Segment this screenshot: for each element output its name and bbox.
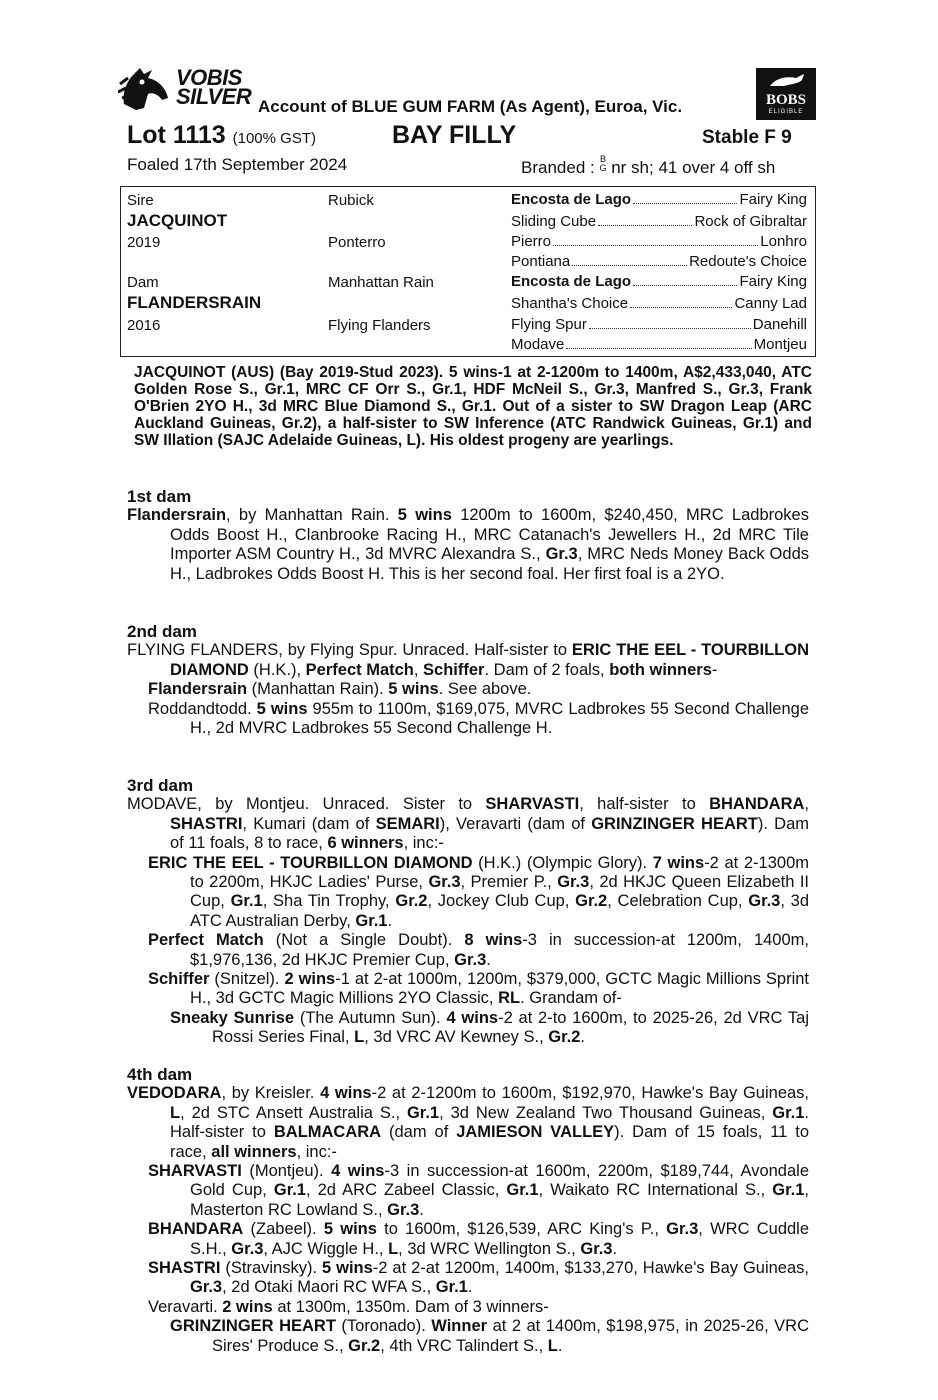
sire-sire: Rubick xyxy=(328,192,374,209)
section-heading: 2nd dam xyxy=(127,622,197,641)
foal-entry xyxy=(127,931,809,970)
horse-emblem-icon xyxy=(756,68,816,92)
f-t: BALMACARA xyxy=(273,1123,382,1142)
f-t: 4 wins xyxy=(331,1162,385,1181)
dam1-t5: , MRC Neds Money Back Odds H., Ladbrokes Odds Boost H. This is her second foal. Her first foal is a 2YO. xyxy=(170,545,809,583)
f-t: , by Kreisler. xyxy=(221,1084,321,1103)
gen3-name: Encosta de Lago xyxy=(511,191,632,208)
f-t: . xyxy=(387,911,393,930)
f-t: (Stravinsky). xyxy=(220,1259,322,1278)
f-t: Gr.3 xyxy=(580,1239,613,1258)
f-t: ERIC THE EEL - TOURBILLON DIAMOND xyxy=(148,853,473,872)
gen3-sire: Canny Lad xyxy=(734,295,807,312)
dam-sire: Manhattan Rain xyxy=(328,274,434,291)
gen3-sire: Montjeu xyxy=(753,336,807,353)
dam2-t3: Perfect Match xyxy=(305,660,414,679)
second-dam-section xyxy=(127,622,809,738)
dam-paragraph xyxy=(127,1084,809,1162)
f-t: Gr.1 xyxy=(355,911,388,930)
dam-year: 2016 xyxy=(127,317,161,334)
brand-description xyxy=(521,155,775,178)
f-t: , Premier P., xyxy=(460,873,558,892)
foal-entry xyxy=(127,970,809,1009)
gen3-sire: Rock of Gibraltar xyxy=(694,213,807,230)
f-t: 6 winners xyxy=(327,834,404,853)
dam-paragraph xyxy=(127,795,809,853)
dam1-t4: Gr.3 xyxy=(545,545,578,564)
sire-year: 2019 xyxy=(127,234,161,251)
f-t: Roddandtodd. xyxy=(148,699,257,718)
gen3-name: Modave xyxy=(511,336,565,353)
f-t: . Grandam of- xyxy=(520,989,622,1008)
gst-note: (100% GST) xyxy=(232,130,316,147)
foal-entry xyxy=(127,680,809,699)
f-t: Gr.2 xyxy=(575,892,608,911)
f-t: 955m to 1100m, $169,075, MVRC Ladbrokes 55 Second Challenge H., 2d MVRC Ladbrokes 55 Second Challenge H. xyxy=(190,699,810,738)
dam2-t5: Schiffer xyxy=(423,660,485,679)
f-t: Gr.3 xyxy=(428,873,461,892)
f-t: , 2d Otaki Maori RC WFA S., xyxy=(222,1278,436,1297)
f-t: 4 wins xyxy=(446,1008,499,1027)
section-heading: 1st dam xyxy=(127,487,192,506)
dam2-t7: both winners xyxy=(609,660,712,679)
f-t: 2 wins xyxy=(222,1297,273,1316)
f-t: Gr.1 xyxy=(230,892,263,911)
gen3-sire: Danehill xyxy=(752,316,807,333)
dam-name: FLANDERSRAIN xyxy=(127,293,262,312)
pedigree-gen3-row xyxy=(511,273,807,290)
brand-bottom: G xyxy=(599,163,607,173)
f-t: RL xyxy=(498,989,521,1008)
f-t: 8 wins xyxy=(464,931,523,950)
dam-label: Dam xyxy=(127,274,159,291)
gen3-name: Pontiana xyxy=(511,253,571,270)
f-t: , Kumari (dam of xyxy=(242,814,376,833)
f-t: (Not a Single Doubt). xyxy=(263,931,465,950)
f-t: Gr.1 xyxy=(435,1278,468,1297)
f-t: Perfect Match xyxy=(148,931,264,950)
section-heading: 3rd dam xyxy=(127,776,194,795)
f-t: (Snitzel). xyxy=(209,970,285,989)
dam-paragraph xyxy=(127,641,809,680)
foal-entry xyxy=(127,1259,809,1298)
pedigree-table xyxy=(120,186,816,357)
f-t: ). Dam of 15 foals, 11 to race, xyxy=(170,1123,810,1161)
f-t: . xyxy=(580,1028,585,1047)
sex-colour: BAY FILLY xyxy=(392,121,517,149)
bobs-label: BOBS xyxy=(765,92,807,108)
f-t: , Sha Tin Trophy, xyxy=(262,892,396,911)
gen3-name: Encosta de Lago xyxy=(511,273,632,290)
f-t: . Half-sister to xyxy=(170,1103,809,1142)
f-t: -1 at 2-at 1000m, 1200m, $379,000, GCTC Magic Millions Sprint H., 3d GCTC Magic Millions 2YO Classic, xyxy=(190,970,809,1008)
dam2-t6: . Dam of 2 foals, xyxy=(484,660,610,679)
f-t: , 2d HKJC Queen Elizabeth II Cup, xyxy=(190,873,810,911)
f-t: , 3d ATC Australian Derby, xyxy=(190,892,810,930)
pedigree-gen3-row xyxy=(511,336,807,353)
f-t: , inc:- xyxy=(296,1142,337,1161)
f-t: -2 at 2-1300m to 2200m, HKJC Ladies' Purse, xyxy=(190,853,809,892)
foal-entry xyxy=(127,1298,809,1317)
foal-entry xyxy=(127,1220,809,1259)
f-t: Sneaky Sunrise xyxy=(170,1008,295,1027)
f-t: . xyxy=(557,1336,563,1355)
gen3-sire: Fairy King xyxy=(739,273,807,290)
f-t: 2 wins xyxy=(284,970,336,989)
f-t: , Celebration Cup, xyxy=(607,892,749,911)
f-t: . xyxy=(486,950,491,969)
f-t: -2 at 2-1200m to 1600m, $192,970, Hawke's Bay Guineas, xyxy=(371,1084,810,1103)
f-t: . xyxy=(612,1239,618,1258)
f-t: SHARVASTI xyxy=(148,1162,242,1181)
f-t: (Montjeu). xyxy=(241,1162,332,1181)
lot-label: Lot 1113 xyxy=(127,121,226,149)
f-t: Veravarti. xyxy=(148,1297,223,1316)
f-t: Schiffer xyxy=(148,970,210,989)
f-t: . xyxy=(467,1278,473,1297)
f-t: Gr.3 xyxy=(748,892,781,911)
f-t: , AJC Wiggle H., xyxy=(263,1239,389,1258)
f-t: JAMIESON VALLEY xyxy=(456,1123,615,1142)
f-t: L xyxy=(547,1336,558,1355)
stable-location: Stable F 9 xyxy=(702,127,792,148)
f-t: at 1300m, 1350m. Dam of 3 winners- xyxy=(272,1297,549,1316)
f-t: all winners xyxy=(211,1142,297,1161)
pedigree-gen3-row xyxy=(511,213,807,230)
foal-entry xyxy=(127,854,809,932)
f-t: L xyxy=(354,1028,365,1047)
f-t: , 3d VRC AV Kewney S., xyxy=(364,1028,549,1047)
bobs-sub: ELIGIBLE xyxy=(768,109,804,115)
f-t: Gr.3 xyxy=(387,1200,420,1219)
brand-mark xyxy=(599,155,606,173)
pedigree-gen3-row xyxy=(511,316,807,333)
dam2-t2: (H.K.), xyxy=(248,660,306,679)
f-t: Gr.1 xyxy=(506,1181,539,1200)
f-t: , Jockey Club Cup, xyxy=(427,892,576,911)
f-t: Gr.3 xyxy=(557,873,590,892)
f-t: 5 wins xyxy=(388,680,439,699)
f-t: (dam of xyxy=(381,1123,457,1142)
gen3-name: Shantha's Choice xyxy=(511,295,629,312)
f-t: Gr.1 xyxy=(772,1181,805,1200)
sire-summary: JACQUINOT (AUS) (Bay 2019-Stud 2023). 5 wins-1 at 2-1200m to 1400m, A$2,433,040, ATC Golden Rose S., Gr.1, MRC CF Orr S., Gr.1, HDF McNeil S., Gr.3, Manfred S., Gr.3, Frank O'Brien 2YO H., 3d MRC Blue Diamond S., Gr.1. Out of a sister to SW Dragon Leap (ARC Auckland Guineas, Gr.2), a half-sister to SW Inference (ATC Randwick Guineas, Gr.1) and SW Illation (SAJC Adelaide Guineas, L). His oldest progeny are yearlings. xyxy=(134,364,812,449)
f-t: , 2d ARC Zabeel Classic, xyxy=(305,1181,507,1200)
f-t: -2 at 2-at 1200m, 1400m, $133,270, Hawke's Bay Guineas, xyxy=(372,1259,809,1278)
f-t: ), Veravarti (dam of xyxy=(439,814,592,833)
logo-line1: VOBIS xyxy=(176,65,242,90)
f-t: L xyxy=(388,1239,399,1258)
logo-line2: SILVER xyxy=(176,84,252,109)
dam2-t0: FLYING FLANDERS, by Flying Spur. Unraced. Half-sister to xyxy=(127,641,572,660)
gen3-name: Sliding Cube xyxy=(511,213,597,230)
dam1-t2: 5 wins xyxy=(397,506,452,525)
dam2-t8: - xyxy=(711,660,718,679)
f-t: Winner xyxy=(431,1317,488,1336)
dam-dam: Flying Flanders xyxy=(328,317,431,334)
f-t: , 4th VRC Talindert S., xyxy=(380,1336,548,1355)
f-t: at 2 at 1400m, $198,975, in 2025-26, VRC Sires' Produce S., xyxy=(212,1317,810,1355)
gen3-sire: Lonhro xyxy=(760,233,807,250)
dam1-t1: , by Manhattan Rain. xyxy=(226,506,398,525)
f-t: 5 wins xyxy=(322,1259,373,1278)
vendor-account: Account of BLUE GUM FARM (As Agent), Euroa, Vic. xyxy=(258,97,683,116)
f-t: to 1600m, $126,539, ARC King's P., xyxy=(376,1220,667,1239)
f-t: (Zabeel). xyxy=(243,1220,324,1239)
third-dam-section xyxy=(127,776,809,1048)
f-t: Gr.1 xyxy=(406,1103,440,1122)
f-t: -3 in succession-at 1600m, 2200m, $189,744, Avondale Gold Cup, xyxy=(190,1162,809,1200)
f-t: MODAVE, by Montjeu. Unraced. Sister to xyxy=(127,795,486,814)
foaled-date: Foaled 17th September 2024 xyxy=(127,155,348,174)
foal-entry xyxy=(127,700,809,739)
lot-number xyxy=(127,121,316,150)
horse-head-icon xyxy=(118,64,174,116)
f-t: Gr.2 xyxy=(395,892,428,911)
pedigree-gen3-row xyxy=(511,295,807,312)
f-t: , 3d New Zealand Two Thousand Guineas, xyxy=(439,1103,773,1122)
f-t: (The Autumn Sun). xyxy=(294,1008,447,1027)
branded-prefix: Branded : xyxy=(521,158,595,177)
f-t: Gr.1 xyxy=(273,1181,306,1200)
vobis-silver-logo xyxy=(118,64,258,116)
f-t: Gr.1 xyxy=(772,1103,805,1122)
f-t: GRINZINGER HEART xyxy=(591,814,758,833)
f-t: 5 wins xyxy=(323,1220,377,1239)
f-t: (Toronado). xyxy=(335,1317,432,1336)
f-t: -2 at 2-to 1600m, to 2025-26, 2d VRC Taj Rossi Series Final, xyxy=(212,1008,809,1047)
f-t: , half-sister to xyxy=(579,795,710,814)
f-t: Gr.3 xyxy=(454,950,487,969)
f-t: Gr.2 xyxy=(548,1028,581,1047)
branded-suffix: nr sh; 41 over 4 off sh xyxy=(611,158,776,177)
foal-entry xyxy=(127,1009,809,1048)
f-t: . xyxy=(419,1200,424,1219)
pedigree-gen3-row xyxy=(511,253,807,270)
f-t: VEDODARA xyxy=(127,1084,222,1103)
foal-entry xyxy=(127,1317,809,1356)
gen3-sire: Redoute's Choice xyxy=(689,253,807,270)
sire-dam: Ponterro xyxy=(328,234,386,251)
f-t: . See above. xyxy=(438,680,532,699)
first-dam-section xyxy=(127,487,809,584)
f-t: (H.K.) (Olympic Glory). xyxy=(472,853,653,872)
f-t: , WRC Cuddle S.H., xyxy=(190,1220,810,1258)
gen3-name: Pierro xyxy=(511,233,552,250)
brand-top: B xyxy=(599,154,606,164)
f-t: , xyxy=(804,795,809,814)
sire-name: JACQUINOT xyxy=(127,211,228,230)
pedigree-gen3-row xyxy=(511,233,807,250)
f-t: ). Dam of 11 foals, 8 to race, xyxy=(170,814,810,853)
f-t: 4 wins xyxy=(320,1084,372,1103)
f-t: , 2d STC Ansett Australia S., xyxy=(180,1103,407,1122)
f-t: , 3d WRC Wellington S., xyxy=(398,1239,581,1258)
f-t: Gr.3 xyxy=(666,1220,699,1239)
f-t: SHARVASTI xyxy=(485,795,580,814)
dam2-t1: ERIC THE EEL - TOURBILLON DIAMOND xyxy=(170,641,809,679)
dam1-t0: Flandersrain xyxy=(127,506,227,525)
bobs-eligible-badge xyxy=(756,68,816,120)
f-t: Gr.3 xyxy=(190,1278,223,1297)
section-heading: 4th dam xyxy=(127,1065,193,1084)
f-t: SHASTRI xyxy=(148,1259,221,1278)
f-t: SEMARI xyxy=(375,814,440,833)
pedigree-gen3-row xyxy=(511,191,807,208)
f-t: (Manhattan Rain). xyxy=(247,680,389,699)
f-t: , Masterton RC Lowland S., xyxy=(190,1181,809,1219)
f-t: Gr.2 xyxy=(348,1336,381,1355)
f-t: L xyxy=(170,1103,181,1122)
gen3-name: Flying Spur xyxy=(511,316,587,333)
f-t: SHASTRI xyxy=(170,814,243,833)
f-t: BHANDARA xyxy=(148,1220,244,1239)
foal-entry xyxy=(127,1162,809,1220)
f-t: Flandersrain xyxy=(148,680,248,699)
dam2-t4: , xyxy=(413,660,424,679)
f-t: -3 in succession-at 1200m, 1400m, $1,976,136, 2d HKJC Premier Cup, xyxy=(190,931,809,969)
dam-paragraph xyxy=(127,506,809,584)
sire-label: Sire xyxy=(127,192,154,209)
f-t: Gr.3 xyxy=(231,1239,264,1258)
f-t: 5 wins xyxy=(256,699,308,718)
gen3-sire: Fairy King xyxy=(739,191,807,208)
f-t: , Waikato RC International S., xyxy=(538,1181,773,1200)
f-t: GRINZINGER HEART xyxy=(170,1317,336,1336)
f-t: 7 wins xyxy=(652,853,705,872)
f-t: , inc:- xyxy=(403,834,444,853)
fourth-dam-section xyxy=(127,1065,809,1356)
f-t: BHANDARA xyxy=(709,795,805,814)
dam1-t3: 1200m to 1600m, $240,450, MRC Ladbrokes Odds Boost H., Clanbrooke Racing H., MRC Catanach's Jewellers H., 2d MRC Tile Importer ASM Country H., 3d MVRC Alexandra S., xyxy=(170,506,809,564)
